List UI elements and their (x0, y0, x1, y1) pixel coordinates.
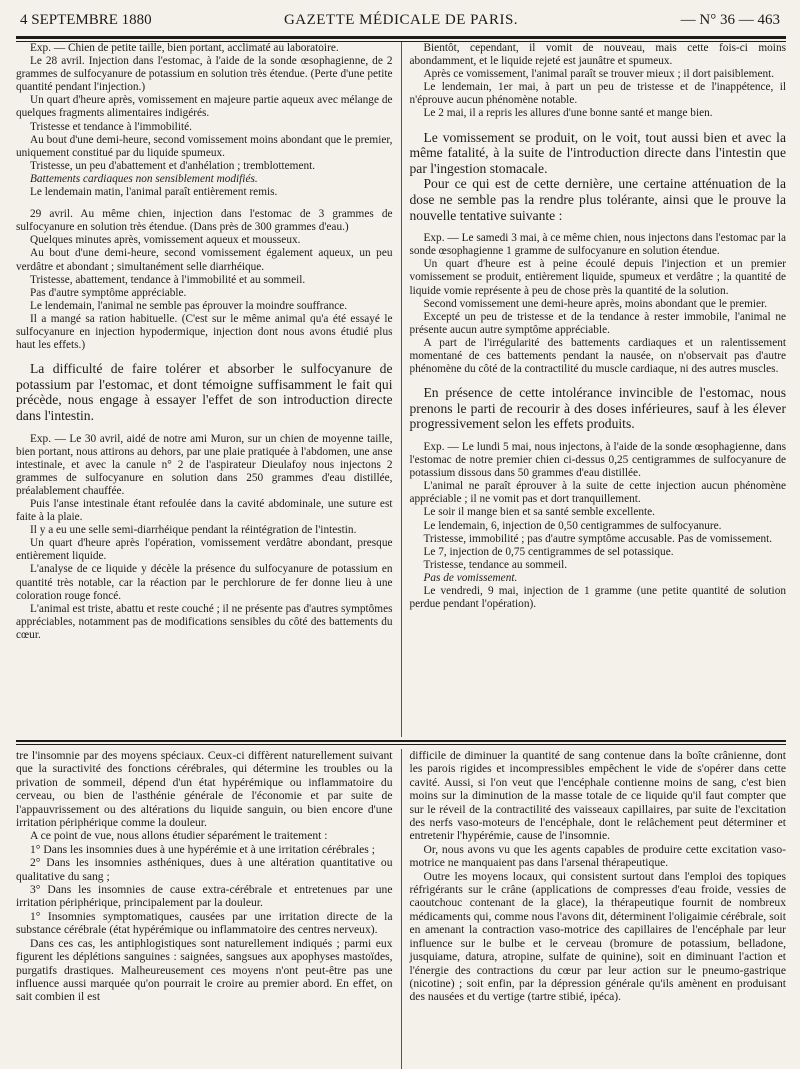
top-section (16, 42, 786, 737)
paragraph: A ce point de vue, nous allons étudier séparément le traitement : (30, 829, 328, 843)
paragraph: tre l'insomnie par des moyens spéciaux. Ceux-ci diffèrent naturellement suivant que la suractivité des fonctions cérébrales, qui détermine les troubles ou la privation de sommeil, dépend d'un état hypérémique ou inflammatoire du cerveau, ou bien de l'asthénie générale de l'économie et par suite de l'appauvrissement ou des altérations du liquide sanguin, ou bien encore d'une irritation périphérique comme la douleur. (16, 749, 393, 830)
paragraph: Le soir il mange bien et sa santé semble excellente. (423, 506, 655, 519)
paragraph: Exp. — Le lundi 5 mai, nous injectons, à l'aide de la sonde œsophagienne, dans l'estomac de notre premier chien ci-dessus 0,25 centigrammes de sulfocyanure de potassium dissous dans 50 grammes d'eau distillée. (409, 440, 786, 480)
paragraph: Il a mangé sa ration habituelle. (C'est sur le même animal qu'a été essayé le sulfocyanure en injection hypodermique, injection dont nous avons étudié plus haut les effets.) (16, 312, 393, 352)
bottom-left-column (16, 749, 401, 1069)
paragraph: Tristesse, tendance au sommeil. (423, 558, 568, 571)
paragraph: Au bout d'une demi-heure, second vomissement également aqueux, un peu verdâtre et abondant ; simultanément selle diarrhéique. (16, 247, 393, 273)
paragraph: Battements cardiaques non sensiblement modifiés. (30, 172, 258, 185)
paragraph: Un quart d'heure est à peine écoulé depuis l'injection et un premier vomissement se produit, entièrement liquide, spumeux et verdâtre ; la quantité de liquide vomie représente à peu de chose près la quantité de la solution. (409, 258, 786, 297)
paragraph: Quelques minutes après, vomissement aqueux et mousseux. (30, 234, 301, 247)
paragraph: 1° Dans les insomnies dues à une hypérémie et à une irritation cérébrales ; (30, 842, 375, 856)
paragraph: Exp. — Le samedi 3 mai, à ce même chien, nous injectons dans l'estomac par la sonde œsophagienne 1 gramme de sulfocyanure en solution étendue. (409, 232, 786, 258)
paragraph: Dans ces cas, les antiphlogistiques sont naturellement indiqués ; parmi eux figurent les déplétions sanguines : saignées, sangsues aux apophyses mastoïdes, purgatifs drastiques. Malheureusement ces moyens n'ont peut-être pas une influence aussi marquée qu'on pourrait le croire au premier abord. En effet, on sait combien il est (16, 936, 393, 1004)
header-rule-thick (16, 36, 786, 39)
paragraph: Un quart d'heure après, vomissement en majeure partie aqueux avec mélange de quelques fragments alimentaires indigérés. (16, 94, 393, 120)
paragraph: Le 28 avril. Injection dans l'estomac, à l'aide de la sonde œsophagienne, de 2 grammes de sulfocyanure de potassium en solution très étendue. (Perte d'une petite quantité pendant l'injection.) (16, 55, 393, 94)
bottom-section (16, 749, 786, 1069)
paragraph: Tristesse et tendance à l'immobilité. (30, 120, 192, 133)
paragraph: Au bout d'une demi-heure, second vomissement moins abondant que le premier, uniquement constitué par du liquide spumeux. (16, 133, 393, 159)
paragraph: 2° Dans les insomnies asthéniques, dues à une altération quantitative ou qualitative du sang ; (16, 856, 393, 883)
paragraph: L'analyse de ce liquide y décèle la présence du sulfocyanure de potassium en quantité très notable, car la réaction par le perchlorure de fer donne lieu à une coloration rouge foncé. (16, 563, 393, 602)
page-header (16, 8, 786, 30)
paragraph: En présence de cette intolérance invincible de l'estomac, nous prenons le parti de recourir à des doses inférieures, sauf à les élever progressivement selon les effets produits. (409, 385, 786, 432)
paragraph: Tristesse, un peu d'abattement et d'anhélation ; tremblottement. (30, 159, 316, 172)
section-rule-thick (16, 740, 786, 742)
paragraph: Le 7, injection de 0,75 centigrammes de sel potassique. (423, 545, 674, 558)
paragraph: Le vomissement se produit, on le voit, tout aussi bien et avec la même fatalité, à la suite de l'introduction directe dans l'intestin que par l'ingestion stomacale. (409, 129, 786, 176)
paragraph: Exp. — Le 30 avril, aidé de notre ami Muron, sur un chien de moyenne taille, bien portant, nous attirons au dehors, par une plaie pratiquée à l'abdomen, une anse intestinale, et avec la canule n° 2 de l'aspirateur Dieulafoy nous injectons 2 grammes de sulfocyanure en solution dans 250 grammes d'eau distillée, préalablement chauffée. (16, 432, 393, 497)
paragraph: Le lendemain, 1er mai, à part un peu de tristesse et de l'inappétence, il n'éprouve aucun phénomène notable. (409, 81, 786, 107)
issue-date: 4 SEPTEMBRE 1880 (20, 12, 152, 28)
paragraph: Le lendemain, l'animal ne semble pas éprouver la moindre souffrance. (30, 299, 348, 312)
paragraph: Tristesse, abattement, tendance à l'immobilité et au sommeil. (30, 273, 306, 286)
journal-title: GAZETTE MÉDICALE DE PARIS. (283, 12, 519, 28)
paragraph: Excepté un peu de tristesse et de la tendance à rester immobile, l'animal ne présente aucun autre symptôme appréciable. (409, 310, 786, 336)
paragraph: difficile de diminuer la quantité de sang contenue dans la boîte crânienne, dont les parois rigides et incompressibles empêchent le vide de s'opérer dans cette cavité. Aussi, si l'on veut que l'encéphale contienne moins de sang, c'est bien moins sur la diminution de la masse totale de ce liquide qu'il faut compter que sur le réveil de la contractilité des vaisseaux capillaires, par suite de l'excitation des nerfs vaso-moteurs de l'encéphale, dont le relâchement peut déterminer et entretenir l'hypérémie, cause de l'insomnie. (409, 749, 786, 843)
paragraph: L'animal est triste, abattu et reste couché ; il ne présente pas d'autres symptômes appréciables, notamment pas de modifications sensibles du côté des battements du cœur. (16, 602, 393, 641)
paragraph: Le 2 mai, il a repris les allures d'une bonne santé et mange bien. (423, 107, 713, 120)
paragraph: 29 avril. Au même chien, injection dans l'estomac de 3 grammes de sulfocyanure en solution très étendue. (Dans près de 300 grammes d'eau.) (16, 208, 393, 234)
paragraph: Exp. — Chien de petite taille, bien portant, acclimaté au laboratoire. (30, 42, 339, 54)
top-right-column (401, 42, 787, 737)
paragraph: Un quart d'heure après l'opération, vomissement verdâtre abondant, presque entièrement liquide. (16, 537, 393, 563)
paragraph: Il y a eu une selle semi-diarrhéique pendant la réintégration de l'intestin. (30, 524, 357, 537)
bottom-right-column (401, 749, 787, 1069)
paragraph: Après ce vomissement, l'animal paraît se trouver mieux ; il dort paisiblement. (423, 68, 775, 81)
paragraph: La difficulté de faire tolérer et absorber le sulfocyanure de potassium par l'estomac, et dont témoigne suffisamment le fait qui précède, nous engage à essayer l'effet de son introduction directe dans l'intestin. (16, 361, 393, 423)
paragraph: L'animal ne paraît éprouver à la suite de cette injection aucun phénomène appréciable ; il ne vomit pas et dort tranquillement. (409, 480, 786, 506)
paragraph: Pour ce qui est de cette dernière, une certaine atténuation de la dose ne semble pas la rendre plus tolérante, ainsi que le prouve la nouvelle tentative suivante : (409, 176, 786, 223)
paragraph: Pas d'autre symptôme appréciable. (30, 286, 187, 299)
paragraph: Outre les moyens locaux, qui consistent surtout dans l'emploi des topiques réfrigérants sur le crâne (applications de compresses d'eau froide, vessies de caoutchouc contenant de la glace), la thérapeutique fournit de nombreux médicaments qui, comme nous l'avons dit, déterminent l'oligaimie cérébrale, soit en amenant la contraction vaso-motrice des capillaires de l'encéphale par leur influence sur le bulbe et le cerveau (bromure de potassium, belladone, jusquiame, datura, atropine, sulfate de quinine), soit en diminuant l'action et l'énergie des contractions du cœur par leur action sur le pneumo-gastrique (nicotine) ; soit enfin, par la dépression générale qu'ils amènent en produisant des nausées et du vertige (tartre stibié, ipéca). (409, 869, 786, 1004)
paragraph: Or, nous avons vu que les agents capables de produire cette excitation vaso-motrice ne manquaient pas dans l'arsenal thérapeutique. (409, 842, 786, 870)
paragraph: A part de l'irrégularité des battements cardiaques et un ralentissement momentané de ces battements pendant la nausée, on n'observait pas d'autre phénomène du côté de la contractilité du muscle cardiaque, ni des autres muscles. (409, 336, 786, 376)
section-rule-thin (16, 744, 786, 745)
paragraph: Second vomissement une demi-heure après, moins abondant que le premier. (423, 297, 768, 310)
top-left-column (16, 42, 401, 737)
paragraph: Le lendemain matin, l'animal paraît entièrement remis. (30, 186, 278, 199)
issue-page-number: — N° 36 — 463 (680, 12, 780, 28)
paragraph: 3° Dans les insomnies de cause extra-cérébrale et entretenues par une irritation périphérique, principalement par la douleur. (16, 883, 393, 910)
paragraph: 1° Insomnies symptomatiques, causées par une irritation directe de la substance cérébrale (état hypérémique ou inflammatoire des centres nerveux). (16, 909, 393, 937)
paragraph: Le vendredi, 9 mai, injection de 1 gramme (une petite quantité de solution perdue pendant l'opération). (409, 584, 786, 611)
paragraph: Tristesse, immobilité ; pas d'autre symptôme accusable. Pas de vomissement. (423, 532, 773, 545)
paragraph: Bientôt, cependant, il vomit de nouveau, mais cette fois-ci moins abondamment, et le liquide rejeté est jaunâtre et spumeux. (409, 42, 786, 68)
paragraph: Puis l'anse intestinale étant refoulée dans la cavité abdominale, une suture est faite à la plaie. (16, 498, 393, 524)
paragraph: Pas de vomissement. (423, 571, 518, 584)
paragraph: Le lendemain, 6, injection de 0,50 centigrammes de sulfocyanure. (423, 519, 722, 532)
